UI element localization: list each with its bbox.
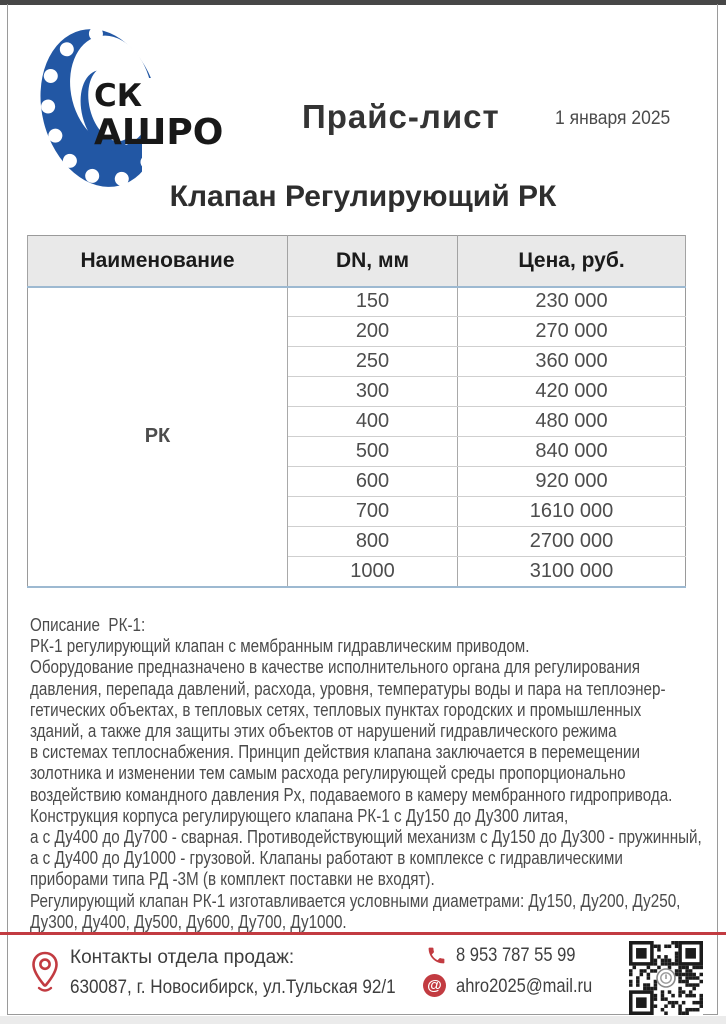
description-line: Ду300, Ду400, Ду500, Ду600, Ду700, Ду1000. [30,911,347,932]
dn-value: 400 [288,407,458,437]
description [30,615,720,933]
dn-value: 700 [288,497,458,527]
price-value: 1610 000 [458,497,686,527]
column-header-name: Наименование [28,236,288,287]
page-top-bar [0,0,726,5]
product-group-cell: РК [28,287,288,587]
price-value: 480 000 [458,407,686,437]
description-line: а с Ду400 до Ду1000 - грузовой. Клапаны работают в комплексе с гидравлическими [30,848,623,869]
dn-value: 1000 [288,557,458,587]
price-value: 420 000 [458,377,686,407]
description-line: Оборудование предназначено в качестве исполнительного органа для регулирования [30,657,640,678]
dn-value: 200 [288,317,458,347]
description-line: Регулирующий клапан РК-1 изготавливается условными диаметрами: Ду150, Ду200, Ду250, [30,890,681,911]
price-value: 840 000 [458,437,686,467]
dn-value: 500 [288,437,458,467]
price-value: 3100 000 [458,557,686,587]
price-value: 2700 000 [458,527,686,557]
doc-type-title: Прайс-лист [302,98,500,135]
description-line: Описание РК-1: [30,615,146,635]
price-table-header [28,236,686,287]
description-line: Конструкция корпуса регулирующего клапана РК-1 с Ду150 до Ду300 литая, [30,805,569,826]
location-pin-icon [30,950,60,998]
dn-value: 300 [288,377,458,407]
page-bottom-strip [0,1016,726,1024]
product-title: Клапан Регулирующий РК [169,180,557,213]
description-line: зданий, а также для защиты этих объектов от нарушений гидравлического режима [30,721,617,742]
column-header-price: Цена, руб. [458,236,686,287]
price-table-body [28,287,686,587]
column-header-dn: DN, мм [288,236,458,287]
doc-date: 1 января 2025 [554,108,670,129]
price-value: 230 000 [458,287,686,317]
phone-number: 8 953 787 55 99 [456,945,576,966]
qr-code [629,941,703,1015]
description-line: воздействию командного давления Рх, подаваемого в камеру мембранного гидропривода. [30,784,673,805]
description-line: приборами типа РД -3М (в комплект поставки не входят). [30,869,435,890]
email-icon: @ [423,974,446,997]
phone-icon [426,945,447,966]
price-value: 920 000 [458,467,686,497]
contacts-label: Контакты отдела продаж: [70,947,295,968]
table-row [28,287,686,317]
footer-accent-line [0,932,726,935]
price-value: 360 000 [458,347,686,377]
header-row [28,236,686,287]
dn-value: 250 [288,347,458,377]
email-address: ahro2025@mail.ru [456,976,593,997]
logo-text-line1: СК [94,78,143,114]
logo-text-line2: АШРО [94,112,224,153]
description-line: РК-1 регулирующий клапан с мембранным гидравлическим приводом. [30,636,530,657]
price-table [27,235,686,588]
description-line: а с Ду400 до Ду700 - сварная. Противодействующий механизм с Ду150 до Ду300 - пружинный, [30,827,702,848]
description-line: гетических объектах, в тепловых сетях, тепловых пунктах городских и промышленных [30,699,642,720]
price-value: 270 000 [458,317,686,347]
dn-value: 150 [288,287,458,317]
description-line: золотника и изменении тем самым расхода регулирующей среды пропорционально [30,763,626,784]
contacts-address: 630087, г. Новосибирск, ул.Тульская 92/1 [70,977,396,998]
description-line: давления, перепада давлений, расхода, уровня, температуры воды и пара на теплоэнер- [30,678,666,699]
dn-value: 600 [288,467,458,497]
dn-value: 800 [288,527,458,557]
description-line: в системах теплоснабжения. Принцип действия клапана заключается в перемещении [30,742,641,763]
